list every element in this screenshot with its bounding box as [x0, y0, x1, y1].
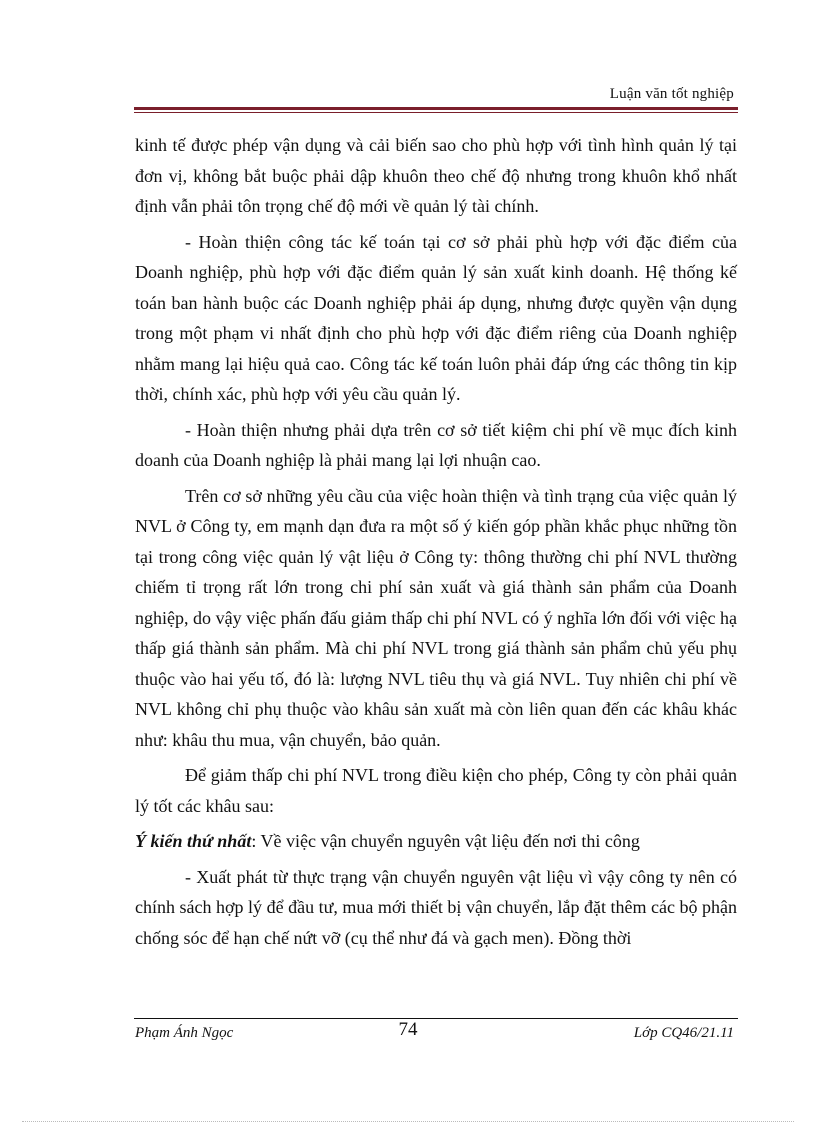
paragraph-continuation: kinh tế được phép vận dụng và cải biến sao cho phù hợp với tình hình quản lý tại đơn vị, không bắt buộc phải dập khuôn theo chế độ nhưng trong khuôn khổ nhất định vẫn phải tôn trọng chế độ mới về quản lý tài chính. — [135, 135, 737, 216]
paragraph-transport: - Xuất phát từ thực trạng vận chuyển nguyên vật liệu vì vậy công ty nên có chính sách hợp lý để đầu tư, mua mới thiết bị vận chuyển, lắp đặt thêm các bộ phận chống sóc để hạn chế nứt vỡ (cụ thể như đá và gạch men). Đồng thời — [135, 866, 737, 948]
paragraph-material-management: Trên cơ sở những yêu cầu của việc hoàn thiện và tình trạng của việc quản lý NVL ở Công ty, em mạnh dạn đưa ra một số ý kiến góp phần khắc phục những tồn tại trong công việc quản lý vật liệu ở Công ty: thông thường chi phí NVL thường chiếm tỉ trọng rất lớn trong chi phí sản xuất và giá thành sản phẩm của Doanh nghiệp, do vậy việc phấn đấu giảm thấp chi phí NVL có ý nghĩa lớn đối với việc hạ thấp giá thành sản phẩm. Mà chi phí NVL trong giá thành sản phẩm chủ yếu phụ thuộc vào hai yếu tố, đó là: lượng NVL tiêu thụ và giá NVL. Tuy nhiên chi phí về NVL không chỉ phụ thuộc vào khâu sản xuất mà còn liên quan đến các khâu khác như: khâu thu mua, vận chuyển, bảo quản. — [135, 485, 737, 750]
first-opinion-text: : Về việc vận chuyển nguyên vật liệu đến nơi thi công — [251, 831, 640, 851]
page-number: 74 — [398, 1019, 418, 1040]
header-rule-thin — [134, 112, 738, 113]
first-opinion-label: Ý kiến thứ nhất — [135, 831, 252, 851]
paragraph-accounting-fit: - Hoàn thiện công tác kế toán tại cơ sở phải phù hợp với đặc điểm của Doanh nghiệp, phù hợp với đặc điểm quản lý sản xuất kinh doanh. Hệ thống kế toán ban hành buộc các Doanh nghiệp phải áp dụng, nhưng được quyền vận dụng trong một phạm vi nhất định cho phù hợp với đặc điểm riêng của Doanh nghiệp nhằm mang lại hiệu quả cao. Công tác kế toán luôn phải đáp ứng các thông tin kịp thời, chính xác, phù hợp với yêu cầu quản lý. — [135, 231, 737, 404]
paragraph-reduce-cost: Để giảm thấp chi phí NVL trong điều kiện cho phép, Công ty còn phải quản lý tốt các khâu sau: — [135, 765, 737, 816]
footer-author: Phạm Ánh Ngọc — [135, 1025, 234, 1041]
page-edge-divider — [22, 1121, 794, 1122]
paragraph-cost-saving: - Hoàn thiện nhưng phải dựa trên cơ sở tiết kiệm chi phí về mục đích kinh doanh của Doanh nghiệp là phải mang lại lợi nhuận cao. — [135, 419, 737, 470]
header-rule-thick — [134, 107, 738, 110]
paragraph-first-opinion — [135, 826, 737, 857]
body-text — [135, 130, 737, 958]
footer-class-code: Lớp CQ46/21.11 — [633, 1025, 734, 1041]
running-header: Luận văn tốt nghiệp — [609, 86, 734, 102]
